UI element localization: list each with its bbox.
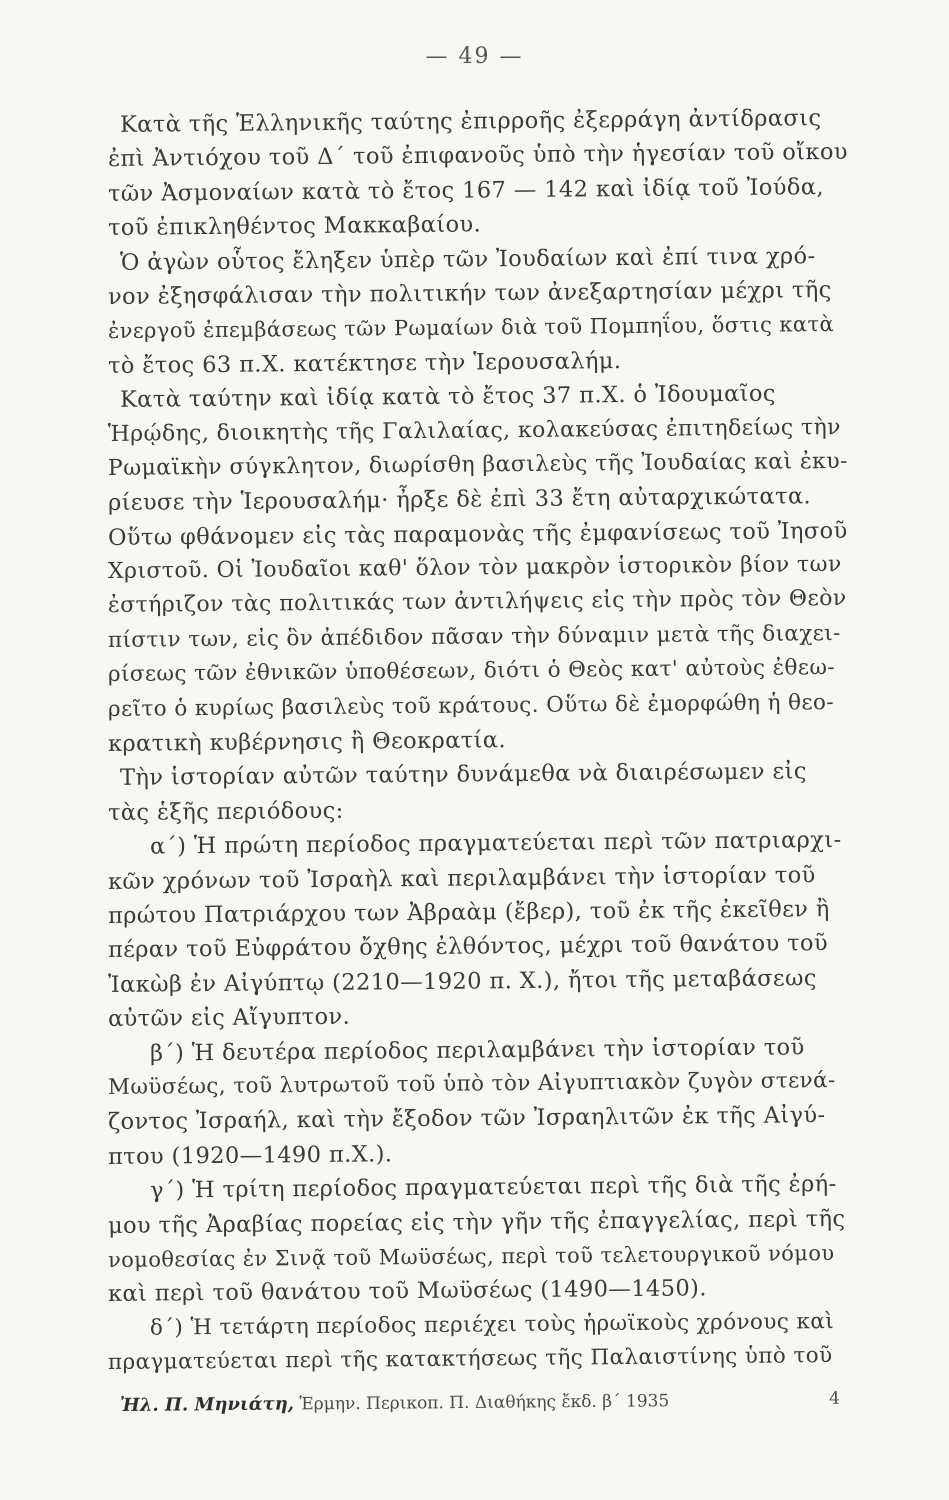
text-line: Κατὰ τῆς Ἑλληνικῆς ταύτης ἐπιρροῆς ἐξερράγη ἀντίδρασις	[119, 105, 822, 138]
text-line: κῶν χρόνων τοῦ Ἰσραὴλ καὶ περιλαμβάνει τὴν ἱστορίαν τοῦ	[107, 861, 816, 895]
text-line: Ρωμαϊκὴν σύγκλητον, διωρίσθη βασιλεὺς τῆς Ἰουδαίας καὶ ἐκυ-	[107, 448, 848, 481]
text-line: Μωϋσέως, τοῦ λυτρωτοῦ τοῦ ὑπὸ τὸν Αἰγυπτιακὸν ζυγὸν στενά-	[107, 1067, 836, 1100]
text-line: Ἰακὼβ ἐν Αἰγύπτῳ (2210—1920 π. Χ.), ἤτοι τῆς μεταβάσεως	[107, 964, 817, 998]
body-text	[107, 105, 849, 1380]
text-line: τὸ ἔτος 63 π.Χ. κατέκτησε τὴν Ἱερουσαλήμ.	[107, 347, 622, 379]
text-line: τῶν Ἀσμοναίων κατὰ τὸ ἔτος 167 — 142 καὶ ἰδίᾳ τοῦ Ἰούδα,	[107, 173, 825, 207]
text-line: νομοθεσίας ἐν Σινᾷ τοῦ Μωϋσέως, περὶ τοῦ τελετουργικοῦ νόμου	[107, 1240, 835, 1272]
text-line: ἐνεργοῦ ἐπεμβάσεως τῶν Ρωμαίων διὰ τοῦ Πομπηΐου, ὅστις κατὰ	[107, 312, 835, 344]
footer-author: Ἠλ. Π. Μηνιάτη,	[119, 1393, 295, 1416]
text-line: Χριστοῦ. Οἱ Ἰουδαῖοι καθ' ὅλον τὸν μακρὸν ἱστορικὸν βίον των	[107, 552, 842, 585]
text-line: τοῦ ἐπικληθέντος Μακκαβαίου.	[107, 211, 482, 242]
text-line: α΄) Ἡ πρώτη περίοδος πραγματεύεται περὶ τῶν πατριαρχι-	[149, 827, 842, 860]
text-line: πραγματεύεται περὶ τῆς κατακτήσεως τῆς Παλαιστίνης ὑπὸ τοῦ	[107, 1343, 833, 1376]
text-line: Τὴν ἱστορίαν αὐτῶν ταύτην δυνάμεθα νὰ διαιρέσωμεν εἰς	[119, 758, 807, 792]
text-line: ρίευσε τὴν Ἱερουσαλήμ· ἦρξε δὲ ἐπὶ 33 ἔτη αὐταρχικώτατα.	[107, 483, 812, 517]
text-line: τὰς ἑξῆς περιόδους:	[107, 797, 344, 826]
text-line: ζοντος Ἰσραήλ, καὶ τὴν ἔξοδον τῶν Ἰσραηλιτῶν ἐκ τῆς Αἰγύ-	[107, 1102, 826, 1136]
page-number: — 49 —	[425, 44, 524, 69]
text-line: γ΄) Ἡ τρίτη περίοδος πραγματεύεται περὶ τῆς διὰ τῆς ἐρή-	[149, 1171, 837, 1204]
text-line: πτου (1920—1490 π.Χ.).	[107, 1140, 393, 1170]
text-line: νον ἐξησφάλισαν τὴν πολιτικήν των ἀνεξαρτησίαν μέχρι τῆς	[107, 277, 832, 310]
text-line: δ΄) Ἡ τετάρτη περίοδος περιέχει τοὺς ἡρωϊκοὺς χρόνους καὶ	[149, 1308, 835, 1341]
footer-citation: Ἑρμην. Περικοπ. Π. Διαθήκης ἔκδ. β΄ 1935	[299, 1391, 670, 1415]
text-line: κρατικὴ κυβέρνησις ἢ Θεοκρατία.	[107, 727, 507, 758]
text-line: μου τῆς Ἀραβίας πορείας εἰς τὴν γῆν τῆς ἐπαγγελίας, περὶ τῆς	[107, 1205, 846, 1239]
text-line: ἐστήριζον τὰς πολιτικάς των ἀντιλήψεις εἰς τὴν πρὸς τὸν Θεὸν	[107, 586, 847, 619]
text-line: β΄) Ἡ δευτέρα περίοδος περιλαμβάνει τὴν ἱστορίαν τοῦ	[149, 1033, 805, 1067]
text-line: ἐπὶ Ἀντιόχου τοῦ Δ΄ τοῦ ἐπιφανοῦς ὑπὸ τὴν ἡγεσίαν τοῦ οἴκου	[107, 139, 849, 173]
text-line: καὶ περὶ τοῦ θανάτου τοῦ Μωϋσέως (1490—1450).	[107, 1275, 707, 1308]
page-footer	[120, 1389, 840, 1416]
text-line: ρίσεως τῶν ἐθνικῶν ὑποθέσεων, διότι ὁ Θεὸς κατ' αὐτοὺς ἐθεω-	[107, 655, 836, 688]
text-line: Οὕτω φθάνομεν εἰς τὰς παραμονὰς τῆς ἐμφανίσεως τοῦ Ἰησοῦ	[107, 517, 848, 551]
footer-sheet-number: 4	[829, 1388, 841, 1409]
text-line: πίστιν των, εἰς ὃν ἀπέδιδον πᾶσαν τὴν δύναμιν μετὰ τῆς διαχει-	[107, 620, 841, 653]
text-line: αὐτῶν εἰς Αἴγυπτον.	[107, 1003, 351, 1033]
text-line: Κατὰ ταύτην καὶ ἰδίᾳ κατὰ τὸ ἔτος 37 π.Χ. ὁ Ἰδουμαῖος	[119, 380, 776, 414]
text-line: πρώτου Πατριάρχου των Ἀβραὰμ (ἔβερ), τοῦ ἐκ τῆς ἐκεῖθεν ἢ	[107, 896, 830, 929]
text-line: Ἡρῴδης, διοικητὴς τῆς Γαλιλαίας, κολακεύσας ἐπιτηδείως τὴν	[107, 414, 842, 447]
text-line: ρεῖτο ὁ κυρίως βασιλεὺς τοῦ κράτους. Οὕτω δὲ ἐμορφώθη ἡ θεο-	[107, 689, 835, 722]
text-line: Ὁ ἀγὼν οὗτος ἔληξεν ὑπὲρ τῶν Ἰουδαίων καὶ ἐπί τινα χρό-	[119, 242, 816, 276]
text-line: πέραν τοῦ Εὐφράτου ὄχθης ἐλθόντος, μέχρι τοῦ θανάτου τοῦ	[107, 930, 829, 964]
